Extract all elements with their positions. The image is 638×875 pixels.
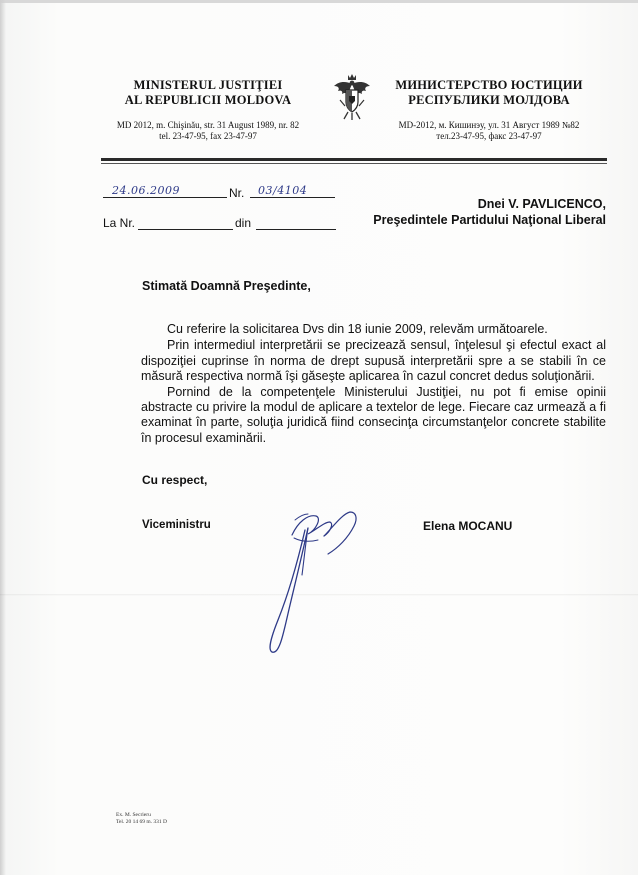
executor-phone: Tel. 20 14 69 m. 331 D	[116, 819, 167, 825]
ministry-address-ro: MD 2012, m. Chişinău, str. 31 August 1989, nr. 82	[116, 120, 300, 130]
ministry-address-ru: MD-2012, м. Кишинэу, ул. 31 Август 1989 №82	[398, 120, 580, 130]
handwritten-signature	[250, 500, 380, 660]
ministry-title-ro-line1: MINISTERUL JUSTIŢIEI	[133, 78, 283, 92]
ministry-title-ru-line2: РЕСПУБЛИКИ МОЛДОВА	[408, 93, 570, 107]
recipient-name: Dnei V. PAVLICENCO,	[477, 197, 606, 211]
ministry-phone-ro: tel. 23-47-95, fax 23-47-97	[159, 131, 257, 141]
executor-name: Ex. M. Secrieru	[116, 812, 151, 818]
body-paragraph-3: Pornind de la competenţele Ministerului Justiţiei, nu pot fi emise opinii abstracte cu privire la modul de aplicare a textelor de lege. Fiecare caz urmează a fi examinat în parte, soluţia juridică fiind consecinţa circumstanţelor concrete stabilite în procesul examinării.	[141, 384, 606, 445]
header-romanian	[98, 78, 318, 142]
executor-footer	[116, 812, 167, 826]
recipient-title: Preşedintele Partidului Naţional Liberal	[373, 213, 606, 227]
page-edge-top	[0, 0, 638, 3]
date-line	[103, 197, 227, 198]
nr-label: Nr.	[229, 186, 245, 200]
header-divider-thin	[101, 163, 607, 164]
ministry-title-ro-line2: AL REPUBLICII MOLDOVA	[124, 93, 292, 107]
closing: Cu respect,	[142, 473, 208, 487]
din-line	[256, 229, 336, 230]
salutation: Stimată Doamnă Preşedinte,	[142, 279, 311, 293]
ministry-phone-ru: тел.23-47-95, факс 23-47-97	[436, 131, 542, 141]
recipient-block	[340, 196, 606, 228]
din-label: din	[235, 216, 252, 230]
ministry-title-ru-line1: МИНИСТЕРСТВО ЮСТИЦИИ	[395, 78, 583, 92]
header-russian	[380, 78, 598, 142]
header-divider-thick	[101, 158, 607, 161]
handwritten-date: 24.06.2009	[112, 184, 180, 197]
signatory-name: Elena MOCANU	[423, 519, 513, 533]
coat-of-arms-icon	[332, 72, 372, 122]
body-paragraph-2: Prin intermediul interpretării se precizează sensul, înţelesul şi efectul exact al dispoziţiei cuprinse în norma de drept supusă interpretării spre a se stabili în ce măsură respectiva normă îşi găseşte aplicarea în cazul concret dedus soluţionării.	[141, 338, 606, 384]
handwritten-number: 03/4104	[258, 184, 308, 197]
la-nr-label: La Nr.	[103, 216, 136, 230]
body-paragraph-1: Cu referire la solicitarea Dvs din 18 iunie 2009, relevăm următoarele.	[167, 322, 548, 336]
number-line	[250, 197, 335, 198]
letter-body	[141, 322, 606, 446]
page-edge-left	[0, 0, 6, 875]
la-nr-line	[138, 229, 233, 230]
signatory-role: Viceministru	[142, 519, 211, 531]
